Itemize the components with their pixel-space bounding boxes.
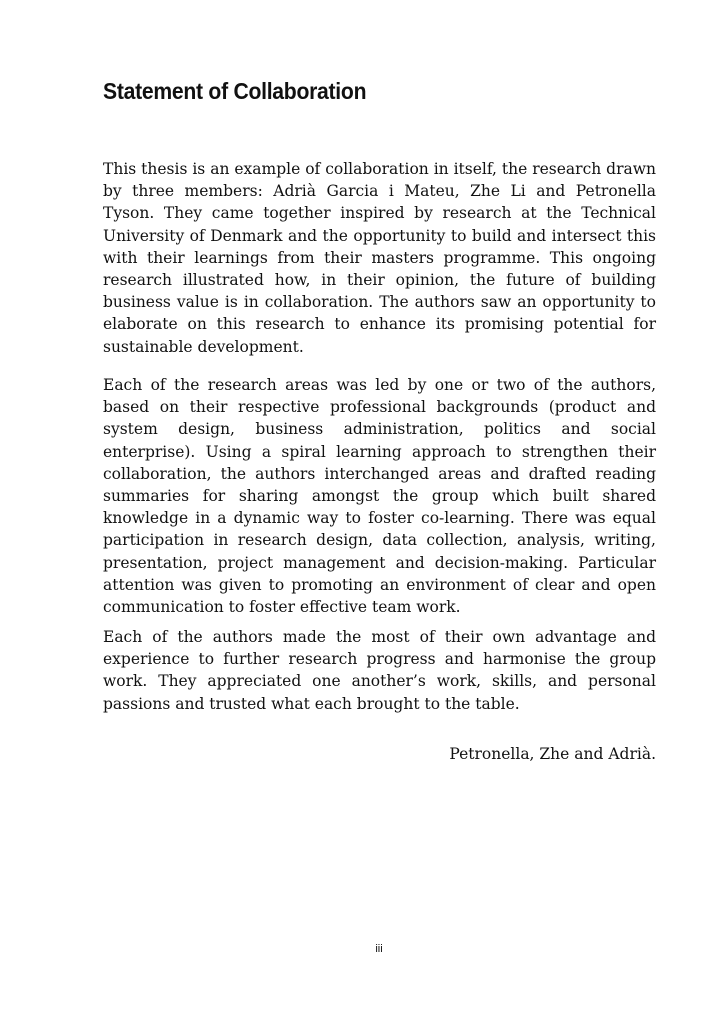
signature: Petronella, Zhe and Adrià. — [449, 745, 656, 763]
paragraph-3: Each of the authors made the most of their own advantage and experience to further research progress and harmonise the group work. They appreciated one another’s work, skills, and personal passions and trusted what each brought to the table. — [103, 628, 656, 713]
page-title: Statement of Collaboration — [103, 78, 367, 104]
paragraph-2: Each of the research areas was led by one or two of the authors, based on their respective professional backgrounds (product and system design, business administration, politics and social enterprise). Using a spiral learning approach to strengthen their collaboration, the authors interchanged areas and drafted reading summaries for sharing amongst the group which built shared knowledge in a dynamic way to foster co-learning. There was equal participation in research design, data collection, analysis, writing, presentation, project management and decision-making. Particular attention was given to promoting an environment of clear and open communication to foster effective team work. — [103, 376, 656, 617]
paragraph-1: This thesis is an example of collaboration in itself, the research drawn by three members: Adrià Garcia i Mateu, Zhe Li and Petronella Tyson. They came together inspired by research at the Technical University of Denmark and the opportunity to build and intersect this with their learnings from their masters programme. This ongoing research illustrated how, in their opinion, the future of building business value is in collaboration. The authors saw an opportunity to elaborate on this research to enhance its promising potential for sustainable development. — [103, 160, 656, 356]
page-number: iii — [375, 943, 383, 955]
